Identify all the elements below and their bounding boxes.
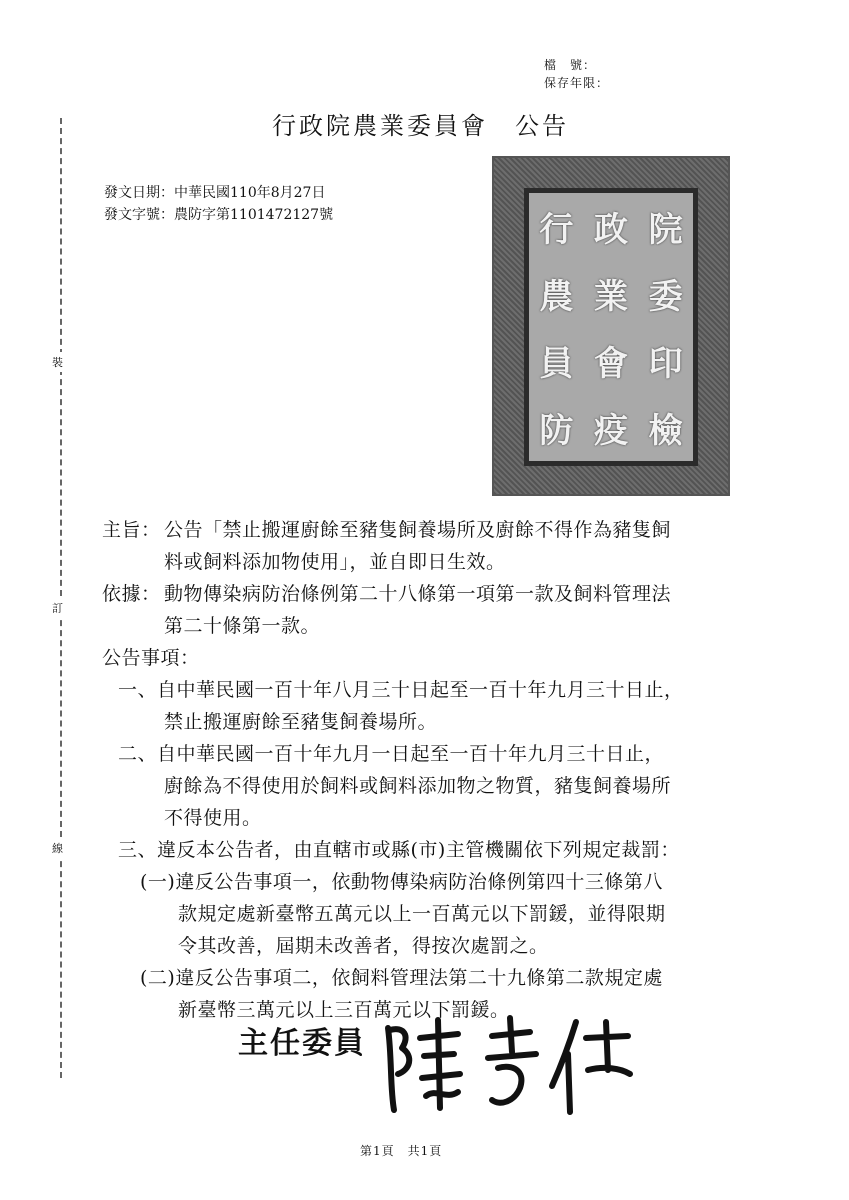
item-3-sub-2-line-2: 新臺幣三萬元以上三百萬元以下罰鍰。 [178, 999, 510, 1021]
seal-char: 業 [593, 277, 628, 317]
item-3-sub-1-line-2: 款規定處新臺幣五萬元以上一百萬元以下罰鍰，並得限期 [178, 903, 666, 925]
item-2-line-3: 不得使用。 [164, 807, 262, 829]
seal-char: 政 [593, 210, 628, 250]
binding-label-top: 裝 [52, 352, 63, 372]
seal-border [524, 188, 698, 466]
items-label: 公告事項： [102, 647, 200, 669]
handwritten-signature [380, 1008, 640, 1118]
seal-char: 院 [648, 210, 683, 250]
seal-char: 農 [539, 277, 574, 317]
seal-char: 行 [539, 210, 574, 250]
subject-line-2: 料或飼料添加物使用」，並自即日生效。 [164, 551, 506, 573]
seal-char: 會 [593, 344, 628, 384]
seal-char: 疫 [593, 411, 628, 451]
basis-line-1: 動物傳染病防治條例第二十八條第一項第一款及飼料管理法 [164, 583, 672, 605]
subject-line-1: 公告「禁止搬運廚餘至豬隻飼養場所及廚餘不得作為豬隻飼 [164, 519, 672, 541]
item-2-line-2: 廚餘為不得使用於飼料或飼料添加物之物質，豬隻飼養場所 [164, 775, 672, 797]
binding-label-bottom: 線 [52, 838, 63, 858]
item-1-line-2: 禁止搬運廚餘至豬隻飼養場所。 [164, 711, 438, 733]
subject-label: 主旨： [102, 519, 161, 541]
signature-title: 主任委員 [238, 1026, 366, 1061]
seal-char: 防 [539, 411, 574, 451]
issue-number: 發文字號：農防字第1101472127號 [104, 207, 334, 223]
item-3-line-1: 三、違反本公告者，由直轄市或縣(市)主管機關依下列規定裁罰： [118, 839, 680, 861]
document-title: 行政院農業委員會 公告 [272, 112, 569, 140]
retention-period-label: 保存年限： [544, 76, 610, 90]
item-1-line-1: 一、自中華民國一百十年八月三十日起至一百十年九月三十日止， [118, 679, 684, 701]
basis-line-2: 第二十條第一款。 [164, 615, 321, 637]
item-2-line-1: 二、自中華民國一百十年九月一日起至一百十年九月三十日止， [118, 743, 665, 765]
item-3-sub-1-line-3: 令其改善，屆期未改善者，得按次處罰之。 [178, 935, 549, 957]
seal-char: 檢 [648, 411, 683, 451]
binding-label-middle: 訂 [52, 598, 63, 618]
issue-date: 發文日期：中華民國110年8月27日 [104, 185, 326, 201]
official-seal [492, 156, 730, 496]
seal-char: 員 [539, 344, 574, 384]
item-3-sub-2-line-1: (二)違反公告事項二，依飼料管理法第二十九條第二款規定處 [140, 967, 663, 989]
basis-label: 依據： [102, 583, 161, 605]
seal-char: 印 [648, 344, 683, 384]
seal-char: 委 [648, 277, 683, 317]
page-number: 第1頁 共1頁 [360, 1144, 443, 1158]
item-3-sub-1-line-1: (一)違反公告事項一，依動物傳染病防治條例第四十三條第八 [140, 871, 663, 893]
file-number-label: 檔 號： [544, 58, 597, 72]
